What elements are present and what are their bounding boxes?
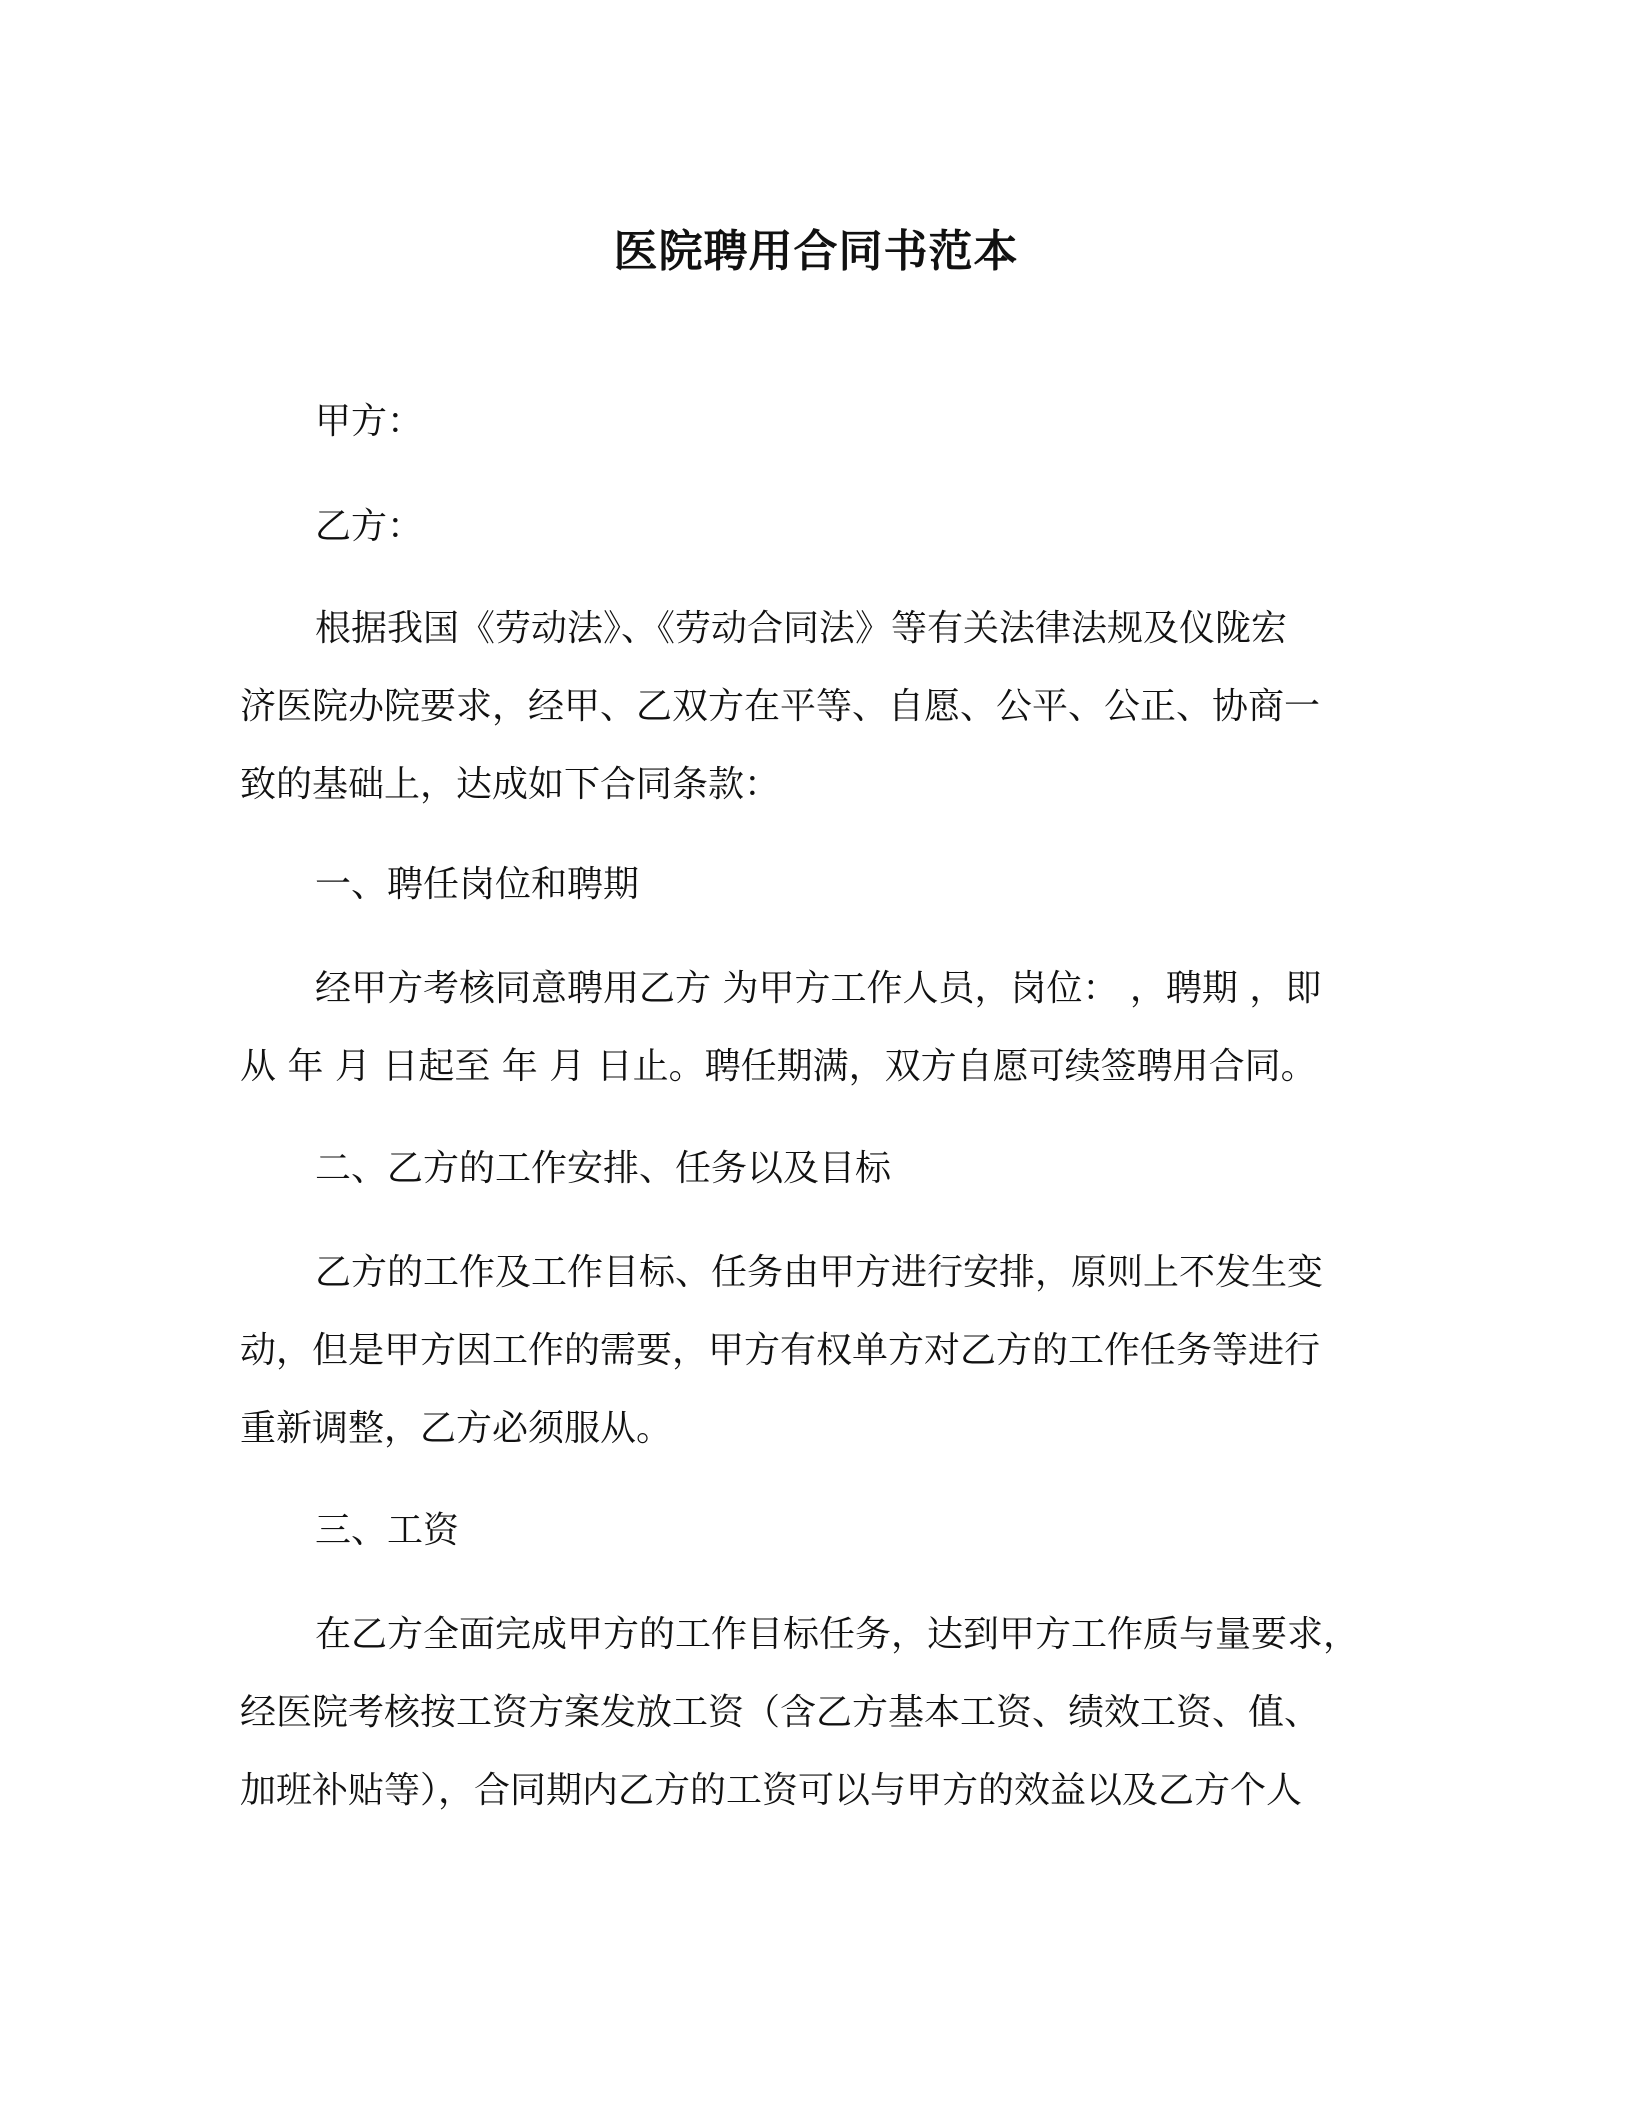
party-a-label: 甲方： [315, 401, 424, 442]
section-heading: 一、聘任岗位和聘期 [315, 864, 640, 905]
intro-line: 根据我国《劳动法》、《劳动合同法》等有关法律法规及仪陇宏 [315, 608, 1288, 649]
section-heading: 三、工资 [315, 1510, 460, 1551]
party-b-label: 乙方： [315, 506, 424, 547]
section1-line: 从 年 月 日起至 年 月 日止。聘任期满，双方自愿可续签聘用合同。 [240, 1046, 1317, 1087]
document-title: 医院聘用合同书范本 [613, 226, 1019, 277]
section3-line: 在乙方全面完成甲方的工作目标任务，达到甲方工作质与量要求， [315, 1614, 1360, 1655]
section3-line: 经医院考核按工资方案发放工资（含乙方基本工资、绩效工资、值、 [240, 1692, 1321, 1733]
section3-line: 加班补贴等），合同期内乙方的工资可以与甲方的效益以及乙方个人 [240, 1770, 1303, 1811]
section1-line: 经甲方考核同意聘用乙方 为甲方工作人员，岗位： ，聘期 ，即 [315, 968, 1322, 1009]
intro-line: 致的基础上，达成如下合同条款： [240, 764, 781, 805]
section2-line: 动，但是甲方因工作的需要，甲方有权单方对乙方的工作任务等进行 [240, 1330, 1321, 1371]
section-heading: 二、乙方的工作安排、任务以及目标 [315, 1148, 892, 1189]
section2-line: 乙方的工作及工作目标、任务由甲方进行安排，原则上不发生变 [315, 1252, 1324, 1293]
intro-line: 济医院办院要求，经甲、乙双方在平等、自愿、公平、公正、协商一 [240, 686, 1321, 727]
section2-line: 重新调整，乙方必须服从。 [240, 1408, 673, 1449]
